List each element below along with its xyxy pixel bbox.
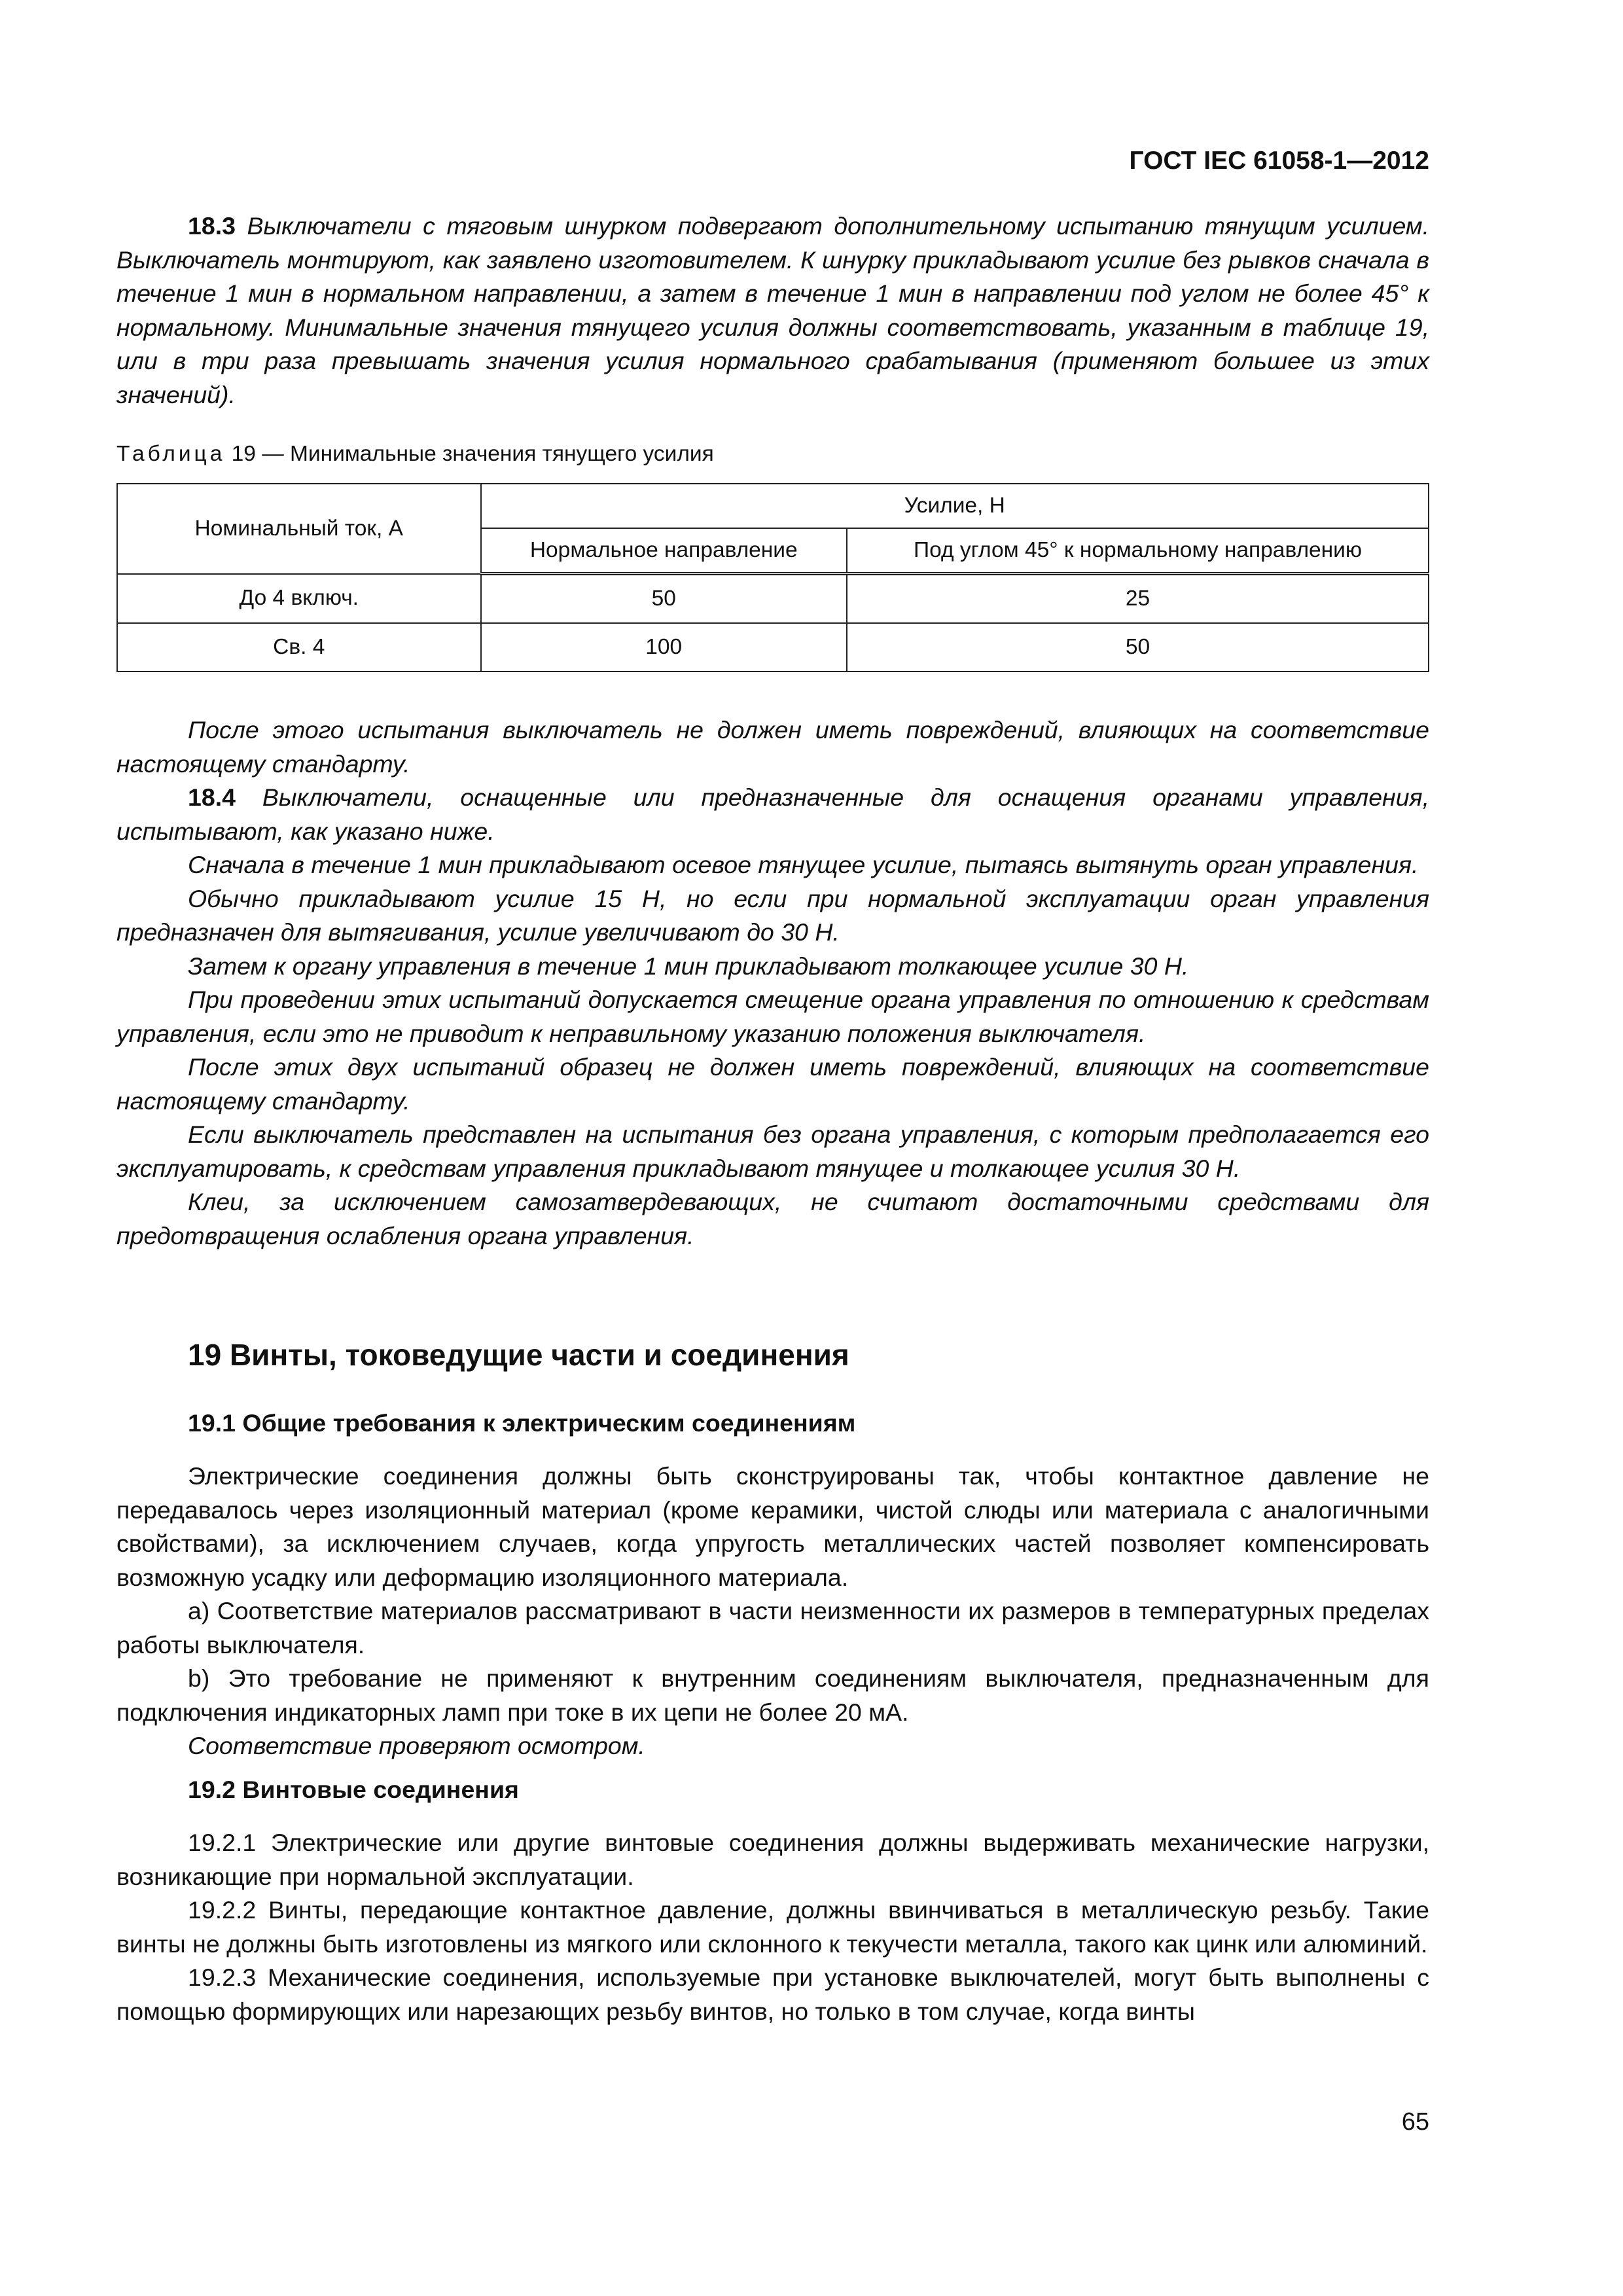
paragraph: После этих двух испытаний образец не должен иметь повреждений, влияющих на соответствие настоящему стандарту. xyxy=(116,1053,1429,1115)
header-nominal-current: Номинальный ток, А xyxy=(117,484,481,574)
document-page xyxy=(116,0,1429,2296)
subsection-19-1-body xyxy=(116,1460,1429,1763)
table-caption xyxy=(116,440,714,469)
clause-number: 18.4 xyxy=(188,783,236,811)
paragraph: а) Соответствие материалов рассматривают в части неизменности их размеров в температурных пределах работы выключателя. xyxy=(116,1597,1429,1659)
subsection-19-2-body xyxy=(116,1826,1429,2028)
paragraph: Обычно прикладывают усилие 15 Н, но если при нормальной эксплуатации орган управления предназначен для вытягивания, усилие увеличивают до 30 Н. xyxy=(116,884,1429,946)
paragraph: 19.2.1 Электрические или другие винтовые соединения должны выдерживать механические нагрузки, возникающие при нормальной эксплуатации. xyxy=(116,1829,1429,1890)
table-19 xyxy=(116,483,1429,672)
after-test-paragraph: После этого испытания выключатель не должен иметь повреждений, влияющих на соответствие настоящему стандарту. xyxy=(116,716,1429,778)
paragraph: Затем к органу управления в течение 1 мин прикладывают толкающее усилие 30 Н. xyxy=(188,952,1189,980)
cell-normal: 100 xyxy=(481,623,847,672)
paragraph: b) Это требование не применяют к внутренним соединениям выключателя, предназначенным для подключения индикаторных ламп при токе в их цепи не более 20 мА. xyxy=(116,1664,1429,1726)
clause-18-4-paragraph xyxy=(116,781,1429,848)
table-caption-word: Таблица xyxy=(116,442,226,466)
section-19-heading: 19 Винты, токоведущие части и соединения xyxy=(188,1338,849,1372)
header-angle-direction: Под углом 45° к нормальному направлению xyxy=(847,528,1429,574)
table-caption-title: 19 — Минимальные значения тянущего усилия xyxy=(231,442,714,466)
paragraph: 19.2.2 Винты, передающие контактное давление, должны ввинчиваться в металлическую резьбу. Такие винты не должны быть изготовлены из мягкого или склонного к текучести металла, такого как цинк или алюминий. xyxy=(116,1896,1429,1958)
page-number: 65 xyxy=(1401,2108,1429,2136)
cell-current: До 4 включ. xyxy=(117,574,481,624)
subsection-19-2-heading: 19.2 Винтовые соединения xyxy=(188,1776,519,1803)
paragraph: Клеи, за исключением самозатвердевающих, не считают достаточными средствами для предотвращения ослабления органа управления. xyxy=(116,1188,1429,1249)
clause-text: Выключатели с тяговым шнурком подвергают дополнительному испытанию тянущим усилием. Выключатель монтируют, как заявлено изготовителем. К шнурку прикладывают усилие без рывков сначала в течение 1 мин в нормальном направлении, а затем в течение 1 мин в направлении под углом не более 45° к нормальному. Минимальные значения тянущего усилия должны соответствовать, указанным в таблице 19, или в три раза превышать значения усилия нормального срабатывания (применяют большее из этих значений). xyxy=(116,212,1430,408)
header-force: Усилие, Н xyxy=(481,484,1429,528)
cell-current: Св. 4 xyxy=(117,623,481,672)
paragraph: Электрические соединения должны быть сконструированы так, чтобы контактное давление не передавалось через изоляционный материал (кроме керамики, чистой слюды или материала с аналогичными свойствами), за исключением случаев, когда упругость металлических частей позволяет компенсировать возможную усадку или деформацию изоляционного материала. xyxy=(116,1462,1429,1591)
clause-number: 18.3 xyxy=(188,212,236,240)
clause-18-continued xyxy=(116,713,1429,1253)
cell-angle: 50 xyxy=(847,623,1429,672)
paragraph: Если выключатель представлен на испытания без органа управления, с которым предполагается его эксплуатировать, к средствам управления прикладывают тянущее и толкающее усилия 30 Н. xyxy=(116,1121,1429,1182)
standard-header: ГОСТ IEC 61058-1—2012 xyxy=(1129,147,1429,175)
table-row xyxy=(117,574,1429,624)
compliance-check: Соответствие проверяют осмотром. xyxy=(188,1732,645,1759)
clause-text: Выключатели, оснащенные или предназначенные для оснащения органами управления, испытывают, как указано ниже. xyxy=(116,783,1430,845)
cell-normal: 50 xyxy=(481,574,847,624)
subsection-19-1-heading: 19.1 Общие требования к электрическим соединениям xyxy=(188,1409,856,1437)
paragraph: Сначала в течение 1 мин прикладывают осевое тянущее усилие, пытаясь вытянуть орган управления. xyxy=(188,851,1419,878)
cell-angle: 25 xyxy=(847,574,1429,624)
header-normal-direction: Нормальное направление xyxy=(481,528,847,574)
clause-18-3 xyxy=(116,209,1429,412)
clause-18-3-paragraph xyxy=(116,209,1429,412)
table-row xyxy=(117,623,1429,672)
paragraph: При проведении этих испытаний допускается смещение органа управления по отношению к средствам управления, если это не приводит к неправильному указанию положения выключателя. xyxy=(116,986,1429,1047)
paragraph: 19.2.3 Механические соединения, используемые при установке выключателей, могут быть выполнены с помощью формирующих или нарезающих резьбу винтов, но только в том случае, когда винты xyxy=(116,1964,1429,2025)
